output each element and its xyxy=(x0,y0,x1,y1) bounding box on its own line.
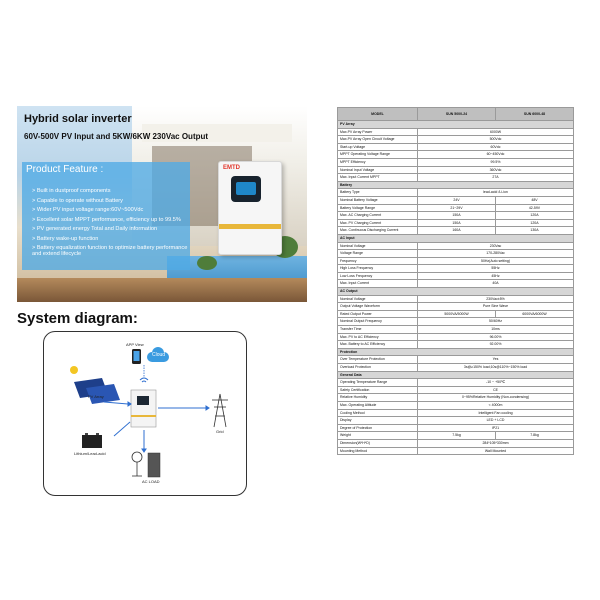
row-label: Nominal Voltage xyxy=(338,295,418,303)
row-label: Max. Operating Altitude xyxy=(338,401,418,409)
row-label: Max. Battery to AC Efficiency xyxy=(338,341,418,349)
value-cell: 6000VA/6000W xyxy=(496,310,574,318)
value-cell: 130A xyxy=(496,227,574,235)
table-row xyxy=(338,379,574,387)
value-cell: 24V xyxy=(418,196,496,204)
value-cell: IP21 xyxy=(418,424,574,432)
value-cell: 10ms xyxy=(418,326,574,334)
value-cell: 45Hz xyxy=(418,272,574,280)
feature-item: > Built in dustproof components xyxy=(32,187,192,197)
row-label: Relative Humidity xyxy=(338,394,418,402)
feature-item: > Wider PV input voltage range:60V~500Vdc xyxy=(32,206,192,216)
table-row xyxy=(338,401,574,409)
battery-label: Lithium/Lead-acid xyxy=(74,451,106,456)
value-cell: 230Vac±5% xyxy=(418,295,574,303)
row-label: MPPT Operating Voltage Range xyxy=(338,151,418,159)
table-row xyxy=(338,189,574,197)
value-cell: 0~95%Relative Humidity (Non-condensing) xyxy=(418,394,574,402)
value-cell: 3s@≥150% load;10s@110%~150% load xyxy=(418,364,574,372)
table-row xyxy=(338,219,574,227)
row-label: Cooling Method xyxy=(338,409,418,417)
value-cell: 96.00% xyxy=(418,333,574,341)
value-cell: LED + LCD xyxy=(418,417,574,425)
value-cell: 7.8kg xyxy=(496,432,574,440)
table-row xyxy=(338,265,574,273)
row-label: Voltage Range xyxy=(338,250,418,258)
feature-item: > Excellent solar MPPT performance, efficiency up to 99.5% xyxy=(32,216,192,226)
value-cell: 360Vdc xyxy=(418,166,574,174)
table-row xyxy=(338,204,574,212)
value-cell: 6000W xyxy=(418,128,574,136)
value-cell: < 4000m xyxy=(418,401,574,409)
system-diagram-title: System diagram: xyxy=(17,310,138,327)
value-cell: 160A xyxy=(418,227,496,235)
inverter-screen xyxy=(231,176,261,202)
value-cell: 21~29V xyxy=(418,204,496,212)
row-label: Nominal Voltage xyxy=(338,242,418,250)
value-cell: 60Vdc xyxy=(418,143,574,151)
value-cell: lead-acid /Li-ion xyxy=(418,189,574,197)
value-cell: Pure Sine Wave xyxy=(418,303,574,311)
feature-item: > Capable to operate without Battery xyxy=(32,197,192,207)
value-cell: 7.5kg xyxy=(418,432,496,440)
feature-heading: Product Feature : xyxy=(26,164,104,175)
battery-icon xyxy=(82,433,102,448)
value-cell: 48V xyxy=(496,196,574,204)
row-label: Transfer Time xyxy=(338,326,418,334)
section-row xyxy=(338,288,574,296)
row-label: Low Loss Frequency xyxy=(338,272,418,280)
section-label: PV Array xyxy=(338,121,574,129)
section-row xyxy=(338,121,574,129)
section-row xyxy=(338,181,574,189)
diagram-graphics xyxy=(44,332,246,495)
row-label: Dimension(W*H*D) xyxy=(338,439,418,447)
table-row xyxy=(338,333,574,341)
table-row xyxy=(338,166,574,174)
feature-item: > PV generated energy Total and Daily information xyxy=(32,225,192,235)
table-row xyxy=(338,364,574,372)
row-label: Nominal Input Voltage xyxy=(338,166,418,174)
table-row xyxy=(338,356,574,364)
table-row xyxy=(338,341,574,349)
fridge-icon xyxy=(148,453,160,477)
row-label: Nominal Battery Voltage xyxy=(338,196,418,204)
feature-box xyxy=(22,162,190,270)
plant-decoration xyxy=(197,256,217,270)
row-label: Operating Temperature Range xyxy=(338,379,418,387)
inverter-image xyxy=(218,161,282,255)
grid-tower-icon xyxy=(212,394,228,427)
table-row xyxy=(338,318,574,326)
table-row xyxy=(338,242,574,250)
row-label: MPPT Efficiency xyxy=(338,158,418,166)
column-header: SUN 6000-48 xyxy=(496,108,574,121)
hero-subtitle: 60V-500V PV Input and 5KW/6KW 230Vac Output xyxy=(24,132,209,141)
value-cell: 27A xyxy=(418,174,574,182)
section-label: Battery xyxy=(338,181,574,189)
table-row xyxy=(338,310,574,318)
row-label: Max. PV to AC Efficiency xyxy=(338,333,418,341)
value-cell: -10 ~ +50℃ xyxy=(418,379,574,387)
solar-panel-icon xyxy=(74,378,120,404)
section-label: Protection xyxy=(338,348,574,356)
value-cell: 92.00% xyxy=(418,341,574,349)
row-label: Nominal Output Frequency xyxy=(338,318,418,326)
load-label: AC LOAD xyxy=(142,479,160,484)
table-row xyxy=(338,227,574,235)
table-header-row xyxy=(338,108,574,121)
table-row xyxy=(338,386,574,394)
row-label: Max. AC Charging Current xyxy=(338,212,418,220)
spec-table xyxy=(337,107,574,455)
section-label: AC Input xyxy=(338,234,574,242)
table-row xyxy=(338,174,574,182)
cloud-label: Cloud xyxy=(152,352,166,358)
value-cell: 5000VA/5000W xyxy=(418,310,496,318)
table-row xyxy=(338,447,574,455)
row-label: Max. PV Charging Current xyxy=(338,219,418,227)
table-row xyxy=(338,394,574,402)
column-header: MODEL xyxy=(338,108,418,121)
row-label: High Loss Frequency xyxy=(338,265,418,273)
value-cell: 50Hz(Auto setting) xyxy=(418,257,574,265)
pv-label: PV Array xyxy=(88,394,104,399)
value-cell: 170-280Vac xyxy=(418,250,574,258)
arrow-icon xyxy=(104,402,209,452)
row-label: Max. Input Current MPPT xyxy=(338,174,418,182)
row-label: Max. Input Current xyxy=(338,280,418,288)
value-cell: 42-59V xyxy=(496,204,574,212)
value-cell: 99.5% xyxy=(418,158,574,166)
grid-label: Grid xyxy=(216,429,224,434)
feature-list xyxy=(32,187,192,258)
table-row xyxy=(338,432,574,440)
inverter-stripe xyxy=(219,224,281,229)
spec-table-body xyxy=(338,121,574,455)
row-label: Rated Output Power xyxy=(338,310,418,318)
row-label: Overload Protection xyxy=(338,364,418,372)
row-label: Max.PV Array Open Circuit Voltage xyxy=(338,136,418,144)
value-cell: 40A xyxy=(418,280,574,288)
table-row xyxy=(338,326,574,334)
table-row xyxy=(338,439,574,447)
row-label: Safety Certification xyxy=(338,386,418,394)
hero-title: Hybrid solar inverter xyxy=(24,113,132,125)
row-label: Over Temperature Protection xyxy=(338,356,418,364)
fan-icon xyxy=(132,452,142,476)
row-label: Battery Voltage Range xyxy=(338,204,418,212)
feature-item: > Battery wake-up function xyxy=(32,235,192,245)
row-label: Start-up Voltage xyxy=(338,143,418,151)
row-label: Degree of Protection xyxy=(338,424,418,432)
value-cell: 55Hz xyxy=(418,265,574,273)
hero-banner xyxy=(17,106,307,302)
value-cell: Intelligent Fan cooling xyxy=(418,409,574,417)
value-cell: 150A xyxy=(418,219,496,227)
section-row xyxy=(338,234,574,242)
table-row xyxy=(338,151,574,159)
row-label: Weight xyxy=(338,432,418,440)
row-label: Output Voltage Waveform xyxy=(338,303,418,311)
table-row xyxy=(338,409,574,417)
sun-icon xyxy=(70,366,78,374)
section-label: General Data xyxy=(338,371,574,379)
table-row xyxy=(338,417,574,425)
app-label: APP View xyxy=(126,342,144,347)
row-label: Max. Continuous Discharging Current xyxy=(338,227,418,235)
value-cell: 120A xyxy=(496,212,574,220)
table-row xyxy=(338,303,574,311)
value-cell: 284*105*330mm xyxy=(418,439,574,447)
column-header: SUN 5000-24 xyxy=(418,108,496,121)
row-label: Frequency xyxy=(338,257,418,265)
table-row xyxy=(338,250,574,258)
value-cell: 150A xyxy=(418,212,496,220)
value-cell: 230Vac xyxy=(418,242,574,250)
section-row xyxy=(338,371,574,379)
section-row xyxy=(338,348,574,356)
inverter-icon xyxy=(131,390,156,427)
table-row xyxy=(338,257,574,265)
row-label: Battery Type xyxy=(338,189,418,197)
value-cell: 50/60Hz xyxy=(418,318,574,326)
section-label: AC Output xyxy=(338,288,574,296)
table-row xyxy=(338,280,574,288)
value-cell: 500Vdc xyxy=(418,136,574,144)
table-row xyxy=(338,424,574,432)
value-cell: 120A xyxy=(496,219,574,227)
value-cell: 60~450Vdc xyxy=(418,151,574,159)
table-row xyxy=(338,136,574,144)
table-row xyxy=(338,143,574,151)
deck-image xyxy=(17,278,307,302)
system-diagram xyxy=(43,331,247,496)
table-row xyxy=(338,295,574,303)
table-row xyxy=(338,272,574,280)
table-row xyxy=(338,158,574,166)
row-label: Max.PV Array Power xyxy=(338,128,418,136)
table-row xyxy=(338,196,574,204)
row-label: Display xyxy=(338,417,418,425)
value-cell: Wall Mounted xyxy=(418,447,574,455)
value-cell: CE xyxy=(418,386,574,394)
table-row xyxy=(338,128,574,136)
value-cell: Yes xyxy=(418,356,574,364)
row-label: Mounting Method xyxy=(338,447,418,455)
inverter-brand: EMTD xyxy=(223,165,240,171)
table-row xyxy=(338,212,574,220)
feature-item: > Battery equalization function to optimize battery performance and extend lifecycle xyxy=(32,245,192,258)
wifi-icon xyxy=(140,378,148,382)
